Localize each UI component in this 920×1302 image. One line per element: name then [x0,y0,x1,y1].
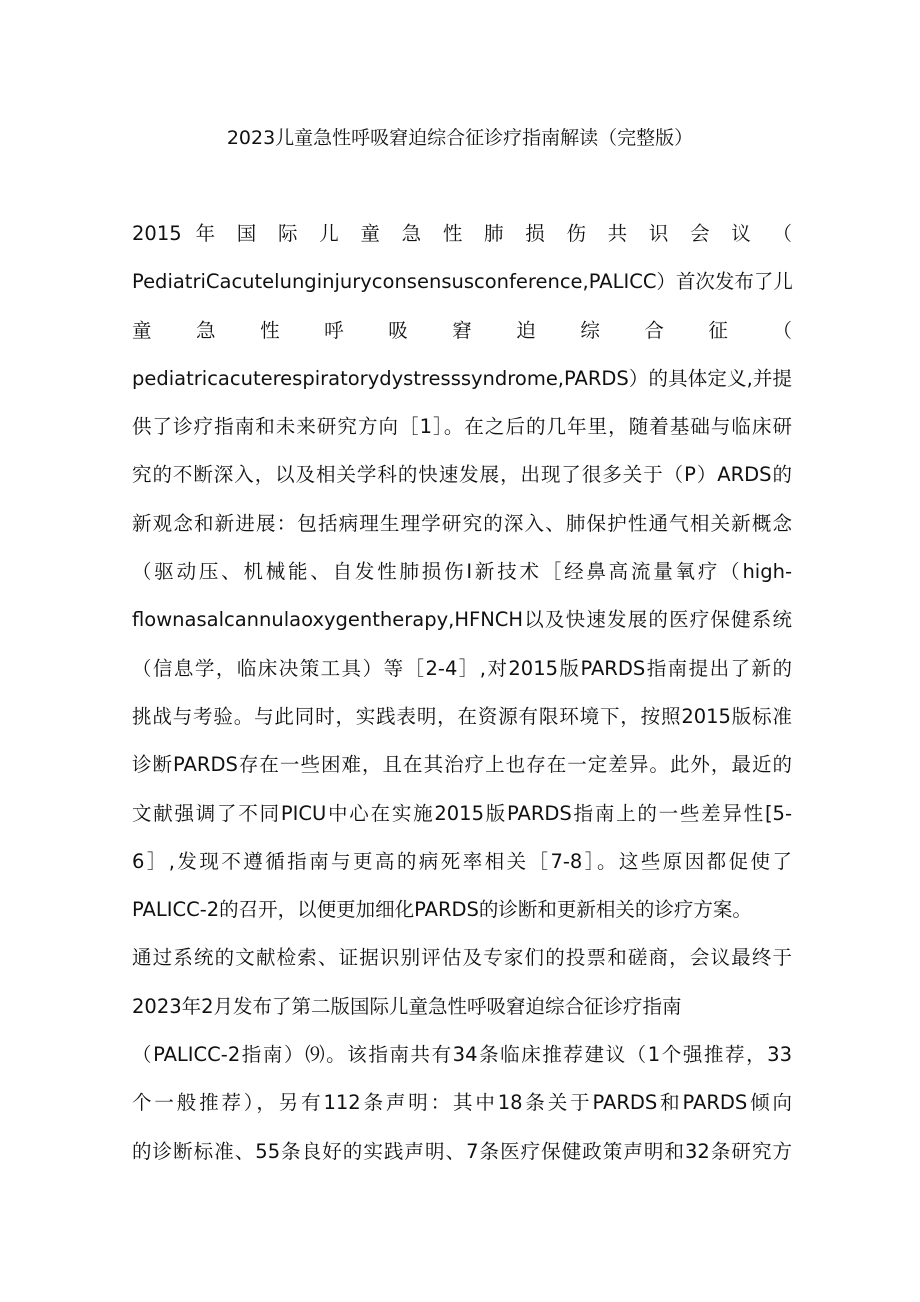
text-line: 个一般推荐），另有112条声明：其中18条关于PARDS和PARDS倾向 [132,1091,792,1115]
text-line: PALICC-2的召开，以便更加细化PARDS的诊断和更新相关的诊疗方案。 [132,898,752,922]
text-line: 2015 年 国 际 儿 童 急 性 肺 损 伤 共 识 会 议 （ [132,222,792,245]
text-line: flownasalcannulaoxygentherapy,HFNCH以及快速发展的医疗保健系统 [132,608,792,632]
text-line: 挑战与考验。与此同时，实践表明，在资源有限环境下，按照2015版标准 [132,704,792,728]
text-line: （PALICC-2指南）⑼。该指南共有34条临床推荐建议（1个强推荐，33 [132,1043,792,1067]
text-line: 新观念和新进展：包括病理生理学研究的深入、肺保护性通气相关新概念 [132,511,792,535]
body-paragraph [132,215,792,1181]
text-line: 供了诊疗指南和未来研究方向［1］。在之后的几年里，随着基础与临床研 [132,415,792,439]
text-line: 诊断PARDS存在一些困难，且在其治疗上也存在一定差异。此外，最近的 [132,753,792,777]
text-line: （驱动压、机械能、自发性肺损伤I新技术［经鼻高流量氧疗（high- [132,560,792,584]
text-line: 究的不断深入，以及相关学科的快速发展，出现了很多关于（P）ARDS的 [132,463,792,487]
text-line: 6］,发现不遵循指南与更高的病死率相关［7-8］。这些原因都促使了 [132,849,792,873]
text-line: 文献强调了不同PICU中心在实施2015版PARDS指南上的一些差异性[5- [132,801,792,825]
text-line: 2023年2月发布了第二版国际儿童急性呼吸窘迫综合征诊疗指南 [132,994,682,1018]
text-line: 童 急 性 呼 吸 窘 迫 综 合 征 （ [132,318,792,342]
text-line: 通过系统的文献检索、证据识别评估及专家们的投票和磋商，会议最终于 [132,946,792,970]
text-line: （信息学，临床决策工具）等［2-4］,对2015版PARDS指南提出了新的 [132,656,792,680]
document-title: 2023儿童急性呼吸窘迫综合征诊疗指南解读（完整版） [226,127,694,149]
text-line: 的诊断标准、55条良好的实践声明、7条医疗保健政策声明和32条研究方 [132,1139,792,1163]
text-line: PediatriCacutelunginjuryconsensusconference,PALICC）首次发布了儿 [132,270,793,294]
text-line: pediatricacuterespiratorydystresssyndrome,PARDS）的具体定义,并提 [132,366,792,390]
